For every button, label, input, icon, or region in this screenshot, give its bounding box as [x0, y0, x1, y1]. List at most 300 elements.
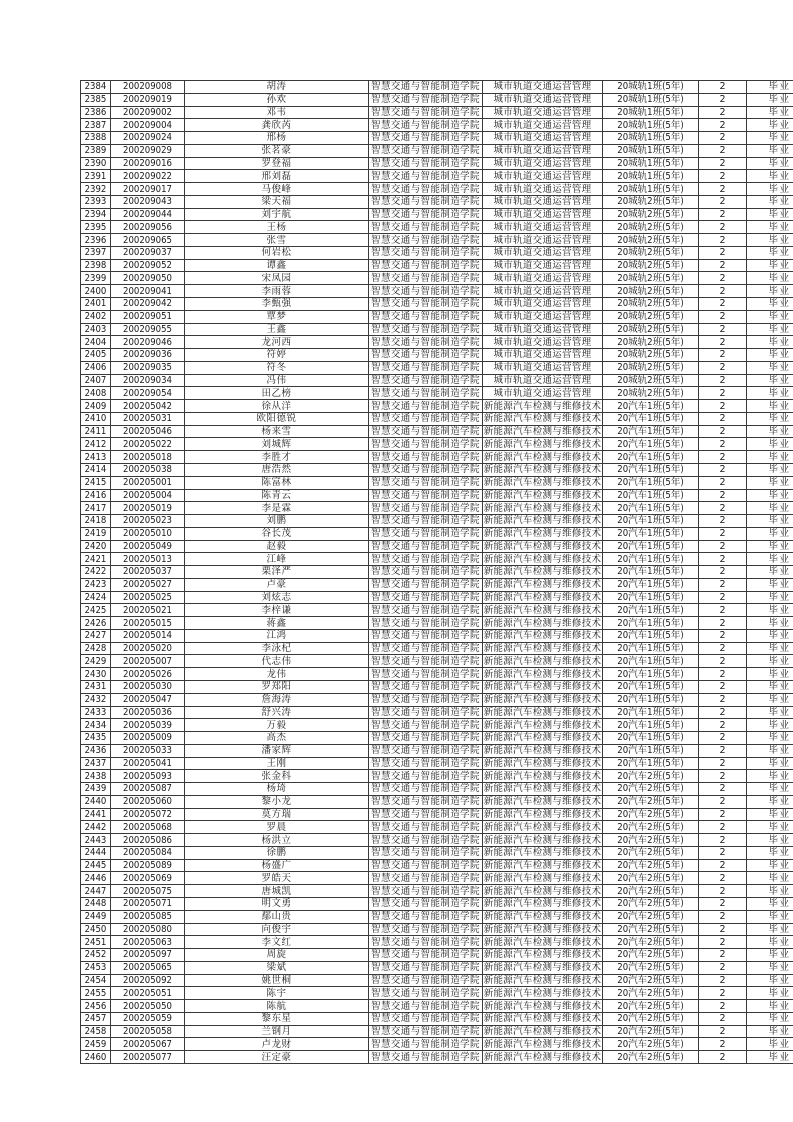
major: 新能源汽车检测与维修技术	[483, 783, 602, 795]
years-value: 2	[699, 566, 747, 579]
class-name: 20汽车1班(5年)	[603, 502, 699, 515]
graduation-status: 毕业	[747, 885, 793, 898]
major: 城市轨道交通运营管理	[483, 259, 603, 272]
graduation-status: 毕业	[747, 170, 793, 183]
student-name: 杨来雪	[185, 425, 369, 438]
student-name: 陈青云	[185, 489, 369, 502]
college: 智慧交通与智能制造学院	[369, 949, 483, 962]
table-row	[81, 732, 793, 745]
graduation-status: 毕业	[747, 540, 793, 553]
years-value: 2	[699, 655, 747, 668]
years-value: 2	[699, 974, 747, 987]
student-name: 舒兴涛	[185, 706, 369, 719]
graduation-status: 毕业	[747, 349, 793, 362]
major: 城市轨道交通运营管理	[483, 132, 603, 145]
row-number: 2397	[81, 246, 111, 259]
student-id: 200205014	[111, 629, 185, 642]
college: 智慧交通与智能制造学院	[369, 923, 483, 936]
major: 城市轨道交通运营管理	[483, 195, 603, 208]
student-name: 邓韦	[185, 106, 369, 119]
student-name: 张金科	[185, 770, 369, 783]
table-row	[81, 1025, 793, 1038]
college: 智慧交通与智能制造学院	[369, 463, 483, 476]
class-name: 20汽车2班(5年)	[603, 821, 699, 834]
college: 智慧交通与智能制造学院	[369, 553, 483, 566]
graduation-status: 毕业	[747, 859, 793, 872]
student-name: 李胜才	[185, 451, 369, 464]
student-name: 龙河西	[185, 336, 369, 349]
college: 智慧交通与智能制造学院	[369, 566, 483, 579]
student-name: 符冬	[185, 361, 369, 374]
graduation-status: 毕业	[747, 515, 793, 528]
years-value: 2	[699, 1038, 747, 1051]
years-value: 2	[699, 668, 747, 681]
table-row	[81, 310, 793, 323]
class-name: 20城轨2班(5年)	[603, 234, 699, 247]
class-name: 20汽车1班(5年)	[603, 451, 699, 464]
college: 智慧交通与智能制造学院	[369, 502, 483, 515]
row-number: 2408	[81, 387, 111, 400]
major: 新能源汽车检测与维修技术	[483, 579, 602, 591]
table-row	[81, 668, 793, 681]
years-value: 2	[699, 195, 747, 208]
student-name: 马俊峰	[185, 183, 369, 196]
student-name: 王刚	[185, 757, 369, 770]
major: 新能源汽车检测与维修技术	[483, 489, 602, 501]
student-name: 梁天福	[185, 195, 369, 208]
college: 智慧交通与智能制造学院	[369, 285, 483, 298]
years-value: 2	[699, 489, 747, 502]
student-id: 200205019	[111, 502, 185, 515]
student-id: 200205080	[111, 923, 185, 936]
years-value: 2	[699, 106, 747, 119]
graduation-status: 毕业	[747, 208, 793, 221]
years-value: 2	[699, 527, 747, 540]
row-number: 2430	[81, 668, 111, 681]
student-id: 200205041	[111, 757, 185, 770]
major: 新能源汽车检测与维修技术	[483, 438, 602, 450]
student-id: 200205010	[111, 527, 185, 540]
student-id: 200209046	[111, 336, 185, 349]
graduate-roster-sheet	[80, 80, 793, 1064]
major: 新能源汽车检测与维修技术	[483, 911, 602, 923]
row-number: 2436	[81, 744, 111, 757]
student-id: 200205036	[111, 706, 185, 719]
major: 新能源汽车检测与维修技术	[483, 1038, 602, 1050]
major: 城市轨道交通运营管理	[483, 119, 603, 132]
row-number: 2421	[81, 553, 111, 566]
table-row	[81, 936, 793, 949]
major: 新能源汽车检测与维修技术	[483, 426, 602, 438]
college: 智慧交通与智能制造学院	[369, 144, 483, 157]
table-row	[81, 374, 793, 387]
graduation-status: 毕业	[747, 693, 793, 706]
college: 智慧交通与智能制造学院	[369, 400, 483, 413]
graduation-status: 毕业	[747, 81, 793, 94]
class-name: 20城轨1班(5年)	[603, 170, 699, 183]
table-row	[81, 693, 793, 706]
class-name: 20城轨2班(5年)	[603, 361, 699, 374]
row-number: 2437	[81, 757, 111, 770]
college: 智慧交通与智能制造学院	[369, 1012, 483, 1025]
table-row	[81, 821, 793, 834]
table-row	[81, 566, 793, 579]
years-value: 2	[699, 361, 747, 374]
graduation-status: 毕业	[747, 770, 793, 783]
years-value: 2	[699, 821, 747, 834]
years-value: 2	[699, 744, 747, 757]
row-number: 2446	[81, 872, 111, 885]
student-name: 鄢山贵	[185, 910, 369, 923]
row-number: 2427	[81, 629, 111, 642]
major: 新能源汽车检测与维修技术	[483, 962, 602, 974]
major: 新能源汽车检测与维修技术	[483, 668, 602, 680]
row-number: 2451	[81, 936, 111, 949]
table-row	[81, 157, 793, 170]
graduation-status: 毕业	[747, 1051, 793, 1064]
college: 智慧交通与智能制造学院	[369, 489, 483, 502]
student-name: 莫方瑞	[185, 808, 369, 821]
student-name: 欧阳德锐	[185, 412, 369, 425]
years-value: 2	[699, 336, 747, 349]
class-name: 20城轨1班(5年)	[603, 106, 699, 119]
table-row	[81, 272, 793, 285]
student-name: 李梓谦	[185, 604, 369, 617]
student-id: 200205007	[111, 655, 185, 668]
years-value: 2	[699, 693, 747, 706]
class-name: 20城轨2班(5年)	[603, 246, 699, 259]
years-value: 2	[699, 987, 747, 1000]
table-row	[81, 438, 793, 451]
years-value: 2	[699, 923, 747, 936]
student-id: 200209017	[111, 183, 185, 196]
class-name: 20城轨2班(5年)	[603, 221, 699, 234]
table-row	[81, 1000, 793, 1013]
student-id: 200205031	[111, 412, 185, 425]
college: 智慧交通与智能制造学院	[369, 668, 483, 681]
graduation-status: 毕业	[747, 987, 793, 1000]
student-name: 罗郑阳	[185, 680, 369, 693]
graduation-status: 毕业	[747, 732, 793, 745]
college: 智慧交通与智能制造学院	[369, 374, 483, 387]
class-name: 20汽车2班(5年)	[603, 936, 699, 949]
student-name: 兰钢月	[185, 1025, 369, 1038]
graduation-status: 毕业	[747, 821, 793, 834]
student-id: 200205068	[111, 821, 185, 834]
row-number: 2447	[81, 885, 111, 898]
class-name: 20城轨1班(5年)	[603, 144, 699, 157]
class-name: 20汽车1班(5年)	[603, 591, 699, 604]
class-name: 20汽车1班(5年)	[603, 757, 699, 770]
college: 智慧交通与智能制造学院	[369, 349, 483, 362]
student-id: 200209019	[111, 93, 185, 106]
college: 智慧交通与智能制造学院	[369, 655, 483, 668]
student-id: 200205071	[111, 898, 185, 911]
row-number: 2414	[81, 463, 111, 476]
class-name: 20城轨2班(5年)	[603, 336, 699, 349]
years-value: 2	[699, 642, 747, 655]
student-name: 江峰	[185, 553, 369, 566]
row-number: 2442	[81, 821, 111, 834]
major: 城市轨道交通运营管理	[483, 336, 603, 349]
student-id: 200209056	[111, 221, 185, 234]
years-value: 2	[699, 81, 747, 94]
student-id: 200205065	[111, 961, 185, 974]
row-number: 2400	[81, 285, 111, 298]
row-number: 2395	[81, 221, 111, 234]
major: 城市轨道交通运营管理	[483, 298, 603, 311]
student-name: 王杨	[185, 221, 369, 234]
student-id: 200209055	[111, 323, 185, 336]
row-number: 2429	[81, 655, 111, 668]
class-name: 20汽车1班(5年)	[603, 412, 699, 425]
major: 城市轨道交通运营管理	[483, 361, 603, 374]
years-value: 2	[699, 451, 747, 464]
row-number: 2423	[81, 578, 111, 591]
table-row	[81, 872, 793, 885]
table-row	[81, 604, 793, 617]
major: 新能源汽车检测与维修技术	[483, 1026, 602, 1038]
class-name: 20汽车2班(5年)	[603, 846, 699, 859]
college: 智慧交通与智能制造学院	[369, 987, 483, 1000]
college: 智慧交通与智能制造学院	[369, 770, 483, 783]
years-value: 2	[699, 834, 747, 847]
college: 智慧交通与智能制造学院	[369, 974, 483, 987]
table-row	[81, 208, 793, 221]
table-row	[81, 234, 793, 247]
years-value: 2	[699, 629, 747, 642]
student-id: 200209035	[111, 361, 185, 374]
table-row	[81, 987, 793, 1000]
student-id: 200205072	[111, 808, 185, 821]
years-value: 2	[699, 732, 747, 745]
student-id: 200209050	[111, 272, 185, 285]
student-id: 200205030	[111, 680, 185, 693]
student-name: 刘城辉	[185, 438, 369, 451]
table-row	[81, 119, 793, 132]
college: 智慧交通与智能制造学院	[369, 719, 483, 732]
college: 智慧交通与智能制造学院	[369, 93, 483, 106]
years-value: 2	[699, 808, 747, 821]
student-id: 200209043	[111, 195, 185, 208]
table-row	[81, 1012, 793, 1025]
college: 智慧交通与智能制造学院	[369, 961, 483, 974]
major: 城市轨道交通运营管理	[483, 246, 603, 259]
student-id: 200209022	[111, 170, 185, 183]
college: 智慧交通与智能制造学院	[369, 323, 483, 336]
table-row	[81, 349, 793, 362]
graduation-status: 毕业	[747, 834, 793, 847]
major: 城市轨道交通运营管理	[483, 157, 603, 170]
years-value: 2	[699, 540, 747, 553]
table-row	[81, 489, 793, 502]
years-value: 2	[699, 680, 747, 693]
major: 新能源汽车检测与维修技术	[483, 706, 602, 718]
years-value: 2	[699, 795, 747, 808]
class-name: 20城轨2班(5年)	[603, 374, 699, 387]
student-id: 200205050	[111, 1000, 185, 1013]
graduation-status: 毕业	[747, 591, 793, 604]
student-id: 200209029	[111, 144, 185, 157]
row-number: 2415	[81, 476, 111, 489]
student-id: 200205027	[111, 578, 185, 591]
graduation-status: 毕业	[747, 387, 793, 400]
college: 智慧交通与智能制造学院	[369, 783, 483, 796]
years-value: 2	[699, 323, 747, 336]
student-id: 200205060	[111, 795, 185, 808]
class-name: 20城轨2班(5年)	[603, 195, 699, 208]
years-value: 2	[699, 770, 747, 783]
class-name: 20汽车1班(5年)	[603, 604, 699, 617]
graduation-status: 毕业	[747, 655, 793, 668]
class-name: 20汽车2班(5年)	[603, 1051, 699, 1064]
table-row	[81, 744, 793, 757]
student-id: 200205013	[111, 553, 185, 566]
class-name: 20汽车2班(5年)	[603, 987, 699, 1000]
student-name: 覃梦	[185, 310, 369, 323]
class-name: 20城轨2班(5年)	[603, 298, 699, 311]
major: 新能源汽车检测与维修技术	[483, 643, 602, 655]
table-row	[81, 553, 793, 566]
student-id: 200205046	[111, 425, 185, 438]
years-value: 2	[699, 170, 747, 183]
years-value: 2	[699, 476, 747, 489]
graduation-status: 毕业	[747, 463, 793, 476]
graduation-status: 毕业	[747, 361, 793, 374]
student-id: 200209004	[111, 119, 185, 132]
college: 智慧交通与智能制造学院	[369, 1000, 483, 1013]
student-name: 蒋鑫	[185, 617, 369, 630]
class-name: 20汽车1班(5年)	[603, 515, 699, 528]
major: 城市轨道交通运营管理	[483, 272, 603, 285]
student-name: 明文勇	[185, 898, 369, 911]
class-name: 20汽车2班(5年)	[603, 783, 699, 796]
table-row	[81, 259, 793, 272]
graduation-status: 毕业	[747, 502, 793, 515]
graduation-status: 毕业	[747, 183, 793, 196]
graduation-status: 毕业	[747, 706, 793, 719]
major: 新能源汽车检测与维修技术	[483, 617, 602, 629]
years-value: 2	[699, 272, 747, 285]
class-name: 20汽车2班(5年)	[603, 1038, 699, 1051]
graduation-status: 毕业	[747, 974, 793, 987]
student-name: 代志伟	[185, 655, 369, 668]
row-number: 2428	[81, 642, 111, 655]
class-name: 20汽车2班(5年)	[603, 961, 699, 974]
table-row	[81, 757, 793, 770]
college: 智慧交通与智能制造学院	[369, 515, 483, 528]
major: 新能源汽车检测与维修技术	[483, 757, 602, 769]
years-value: 2	[699, 119, 747, 132]
graduation-status: 毕业	[747, 272, 793, 285]
college: 智慧交通与智能制造学院	[369, 298, 483, 311]
graduation-status: 毕业	[747, 298, 793, 311]
graduation-status: 毕业	[747, 961, 793, 974]
student-name: 向俊宇	[185, 923, 369, 936]
student-id: 200209041	[111, 285, 185, 298]
class-name: 20城轨2班(5年)	[603, 387, 699, 400]
years-value: 2	[699, 885, 747, 898]
graduation-status: 毕业	[747, 476, 793, 489]
student-id: 200205069	[111, 872, 185, 885]
row-number: 2401	[81, 298, 111, 311]
major: 新能源汽车检测与维修技术	[483, 987, 602, 999]
table-row	[81, 949, 793, 962]
college: 智慧交通与智能制造学院	[369, 642, 483, 655]
table-row	[81, 515, 793, 528]
student-name: 卢豪	[185, 578, 369, 591]
student-name: 谭鑫	[185, 259, 369, 272]
graduation-status: 毕业	[747, 374, 793, 387]
table-row	[81, 81, 793, 94]
major: 城市轨道交通运营管理	[483, 81, 603, 94]
table-row	[81, 834, 793, 847]
table-row	[81, 132, 793, 145]
table-row	[81, 808, 793, 821]
years-value: 2	[699, 400, 747, 413]
graduation-status: 毕业	[747, 719, 793, 732]
college: 智慧交通与智能制造学院	[369, 680, 483, 693]
table-row	[81, 846, 793, 859]
college: 智慧交通与智能制造学院	[369, 412, 483, 425]
college: 智慧交通与智能制造学院	[369, 591, 483, 604]
row-number: 2449	[81, 910, 111, 923]
student-id: 200205026	[111, 668, 185, 681]
graduation-status: 毕业	[747, 246, 793, 259]
college: 智慧交通与智能制造学院	[369, 604, 483, 617]
student-id: 200209051	[111, 310, 185, 323]
student-id: 200205063	[111, 936, 185, 949]
student-id: 200205047	[111, 693, 185, 706]
row-number: 2396	[81, 234, 111, 247]
graduation-status: 毕业	[747, 923, 793, 936]
table-row	[81, 629, 793, 642]
major: 城市轨道交通运营管理	[483, 234, 603, 247]
student-id: 200205009	[111, 732, 185, 745]
graduation-status: 毕业	[747, 872, 793, 885]
major: 新能源汽车检测与维修技术	[483, 796, 602, 808]
major: 新能源汽车检测与维修技术	[483, 936, 602, 948]
row-number: 2443	[81, 834, 111, 847]
student-name: 李甄强	[185, 298, 369, 311]
row-number: 2420	[81, 540, 111, 553]
student-name: 徐从洋	[185, 400, 369, 413]
student-name: 邢杨	[185, 132, 369, 145]
graduation-status: 毕业	[747, 285, 793, 298]
college: 智慧交通与智能制造学院	[369, 310, 483, 323]
row-number: 2389	[81, 144, 111, 157]
college: 智慧交通与智能制造学院	[369, 208, 483, 221]
years-value: 2	[699, 412, 747, 425]
student-id: 200205097	[111, 949, 185, 962]
major: 新能源汽车检测与维修技术	[483, 630, 602, 642]
years-value: 2	[699, 949, 747, 962]
table-row	[81, 400, 793, 413]
class-name: 20汽车2班(5年)	[603, 910, 699, 923]
graduation-status: 毕业	[747, 642, 793, 655]
student-id: 200205075	[111, 885, 185, 898]
graduation-status: 毕业	[747, 221, 793, 234]
years-value: 2	[699, 425, 747, 438]
row-number: 2456	[81, 1000, 111, 1013]
student-id: 200209037	[111, 246, 185, 259]
row-number: 2426	[81, 617, 111, 630]
graduation-status: 毕业	[747, 1012, 793, 1025]
class-name: 20汽车1班(5年)	[603, 540, 699, 553]
row-number: 2440	[81, 795, 111, 808]
class-name: 20城轨1班(5年)	[603, 132, 699, 145]
major: 新能源汽车检测与维修技术	[483, 515, 602, 527]
